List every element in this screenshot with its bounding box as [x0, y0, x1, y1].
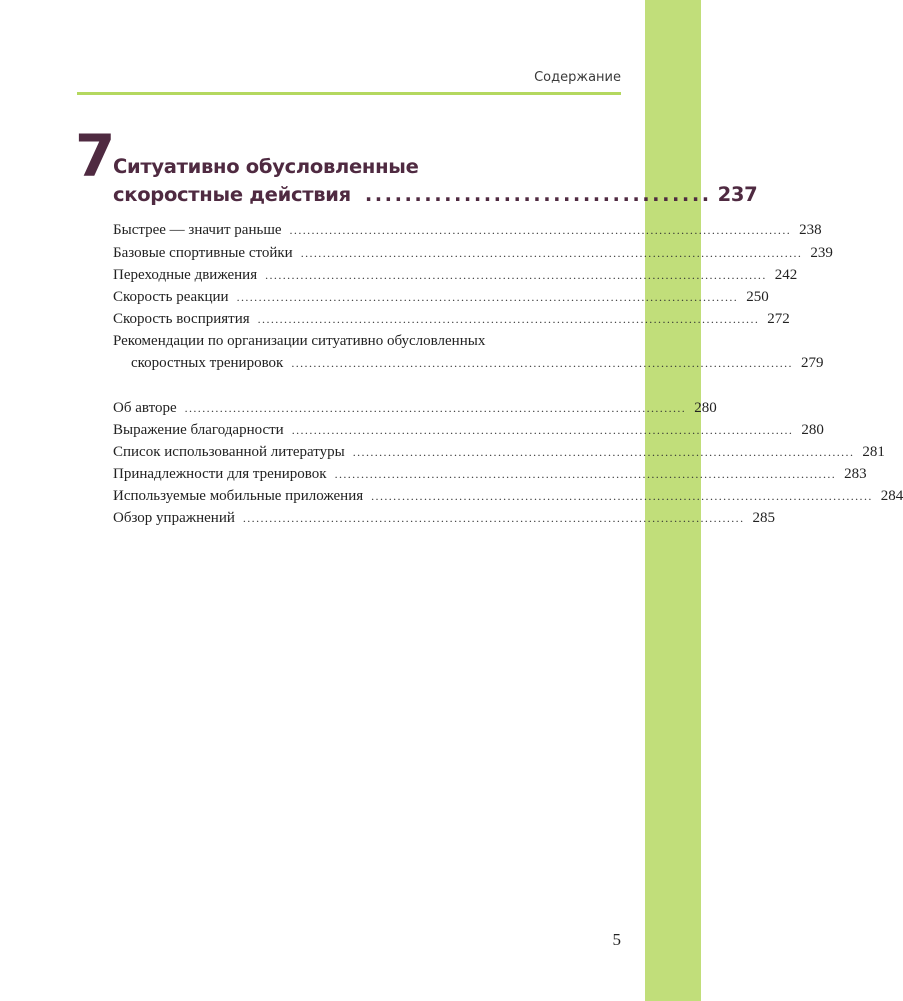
toc-leader: .................................................................................................................. — [242, 511, 745, 525]
toc-entry-page: 285 — [752, 510, 775, 526]
toc-leader: .................................................................................................................. — [334, 467, 837, 481]
toc-entry-title-line1[interactable]: Рекомендации по организации ситуативно обусловленных — [113, 333, 486, 349]
toc-entry-page: 284 — [880, 488, 903, 504]
toc-leader: .................................................................................................................. — [300, 246, 803, 260]
toc-entry-title-line2: скоростных тренировок — [131, 355, 284, 371]
toc-entry[interactable] — [113, 219, 822, 241]
toc-leader: .................................................................................................................. — [184, 401, 687, 415]
toc-leader: .................................................................................................................. — [291, 356, 793, 370]
toc-entry-title: Принадлежности для тренировок — [113, 466, 327, 482]
toc-entry-page: 242 — [774, 267, 798, 283]
chapter-number: 7 — [75, 122, 115, 190]
toc-leader: .................................................................................................................. — [257, 312, 760, 326]
toc-entry-page: 250 — [746, 289, 769, 305]
toc-entry-page: 272 — [767, 311, 790, 327]
toc-entry-title: Используемые мобильные приложения — [113, 488, 364, 504]
chapter-page: 237 — [717, 183, 758, 206]
toc-entry-title: Переходные движения — [113, 267, 258, 283]
toc-entry-title: Обзор упражнений — [113, 510, 235, 526]
toc-entry-page: 238 — [799, 222, 822, 238]
running-head: Содержание — [534, 70, 621, 85]
toc-entry-page: 280 — [694, 400, 717, 416]
page-number: 5 — [612, 930, 621, 949]
toc-entry-title: Об авторе — [113, 400, 177, 416]
toc-leader: .................................................................................................................. — [352, 445, 855, 459]
toc-leader: .................................................................................................................. — [291, 423, 794, 437]
toc-entry[interactable] — [113, 485, 903, 507]
toc-entry-title: Скорость реакции — [113, 289, 229, 305]
toc-entry-title: Скорость восприятия — [113, 311, 250, 327]
toc-entry[interactable] — [113, 242, 833, 264]
toc-entry[interactable] — [113, 419, 824, 441]
toc-entry[interactable] — [113, 397, 717, 419]
toc-entry-page: 279 — [800, 355, 824, 371]
toc-entry-page: 281 — [862, 444, 885, 460]
toc-entry-page: 239 — [810, 245, 833, 261]
chapter-title-line2[interactable] — [113, 181, 758, 209]
toc-leader: .................................................................................................................. — [289, 223, 792, 237]
toc-entry-page: 280 — [801, 422, 824, 438]
toc-entry-title: Базовые спортивные стойки — [113, 245, 293, 261]
toc-entry[interactable] — [113, 441, 885, 463]
toc-entry[interactable] — [131, 352, 824, 374]
toc-entry[interactable] — [113, 264, 798, 286]
chapter-title-text: скоростные действия — [113, 183, 351, 206]
chapter-title-line1[interactable]: Ситуативно обусловленные — [113, 155, 419, 178]
toc-entry[interactable] — [113, 308, 790, 330]
toc-entry[interactable] — [113, 463, 867, 485]
toc-entry-title: Выражение благодарности — [113, 422, 284, 438]
toc-entry-title: Быстрее — значит раньше — [113, 222, 282, 238]
toc-entry[interactable] — [113, 286, 769, 308]
toc-leader: .................................................................................................................. — [371, 489, 873, 503]
chapter-leader: ................................... — [364, 183, 712, 206]
toc-entry-title: Список использованной литературы — [113, 444, 345, 460]
toc-entry-page: 283 — [844, 466, 867, 482]
toc-leader: .................................................................................................................. — [265, 268, 767, 282]
toc-leader: .................................................................................................................. — [236, 290, 739, 304]
toc-entry[interactable] — [113, 507, 775, 529]
header-rule — [77, 92, 621, 95]
